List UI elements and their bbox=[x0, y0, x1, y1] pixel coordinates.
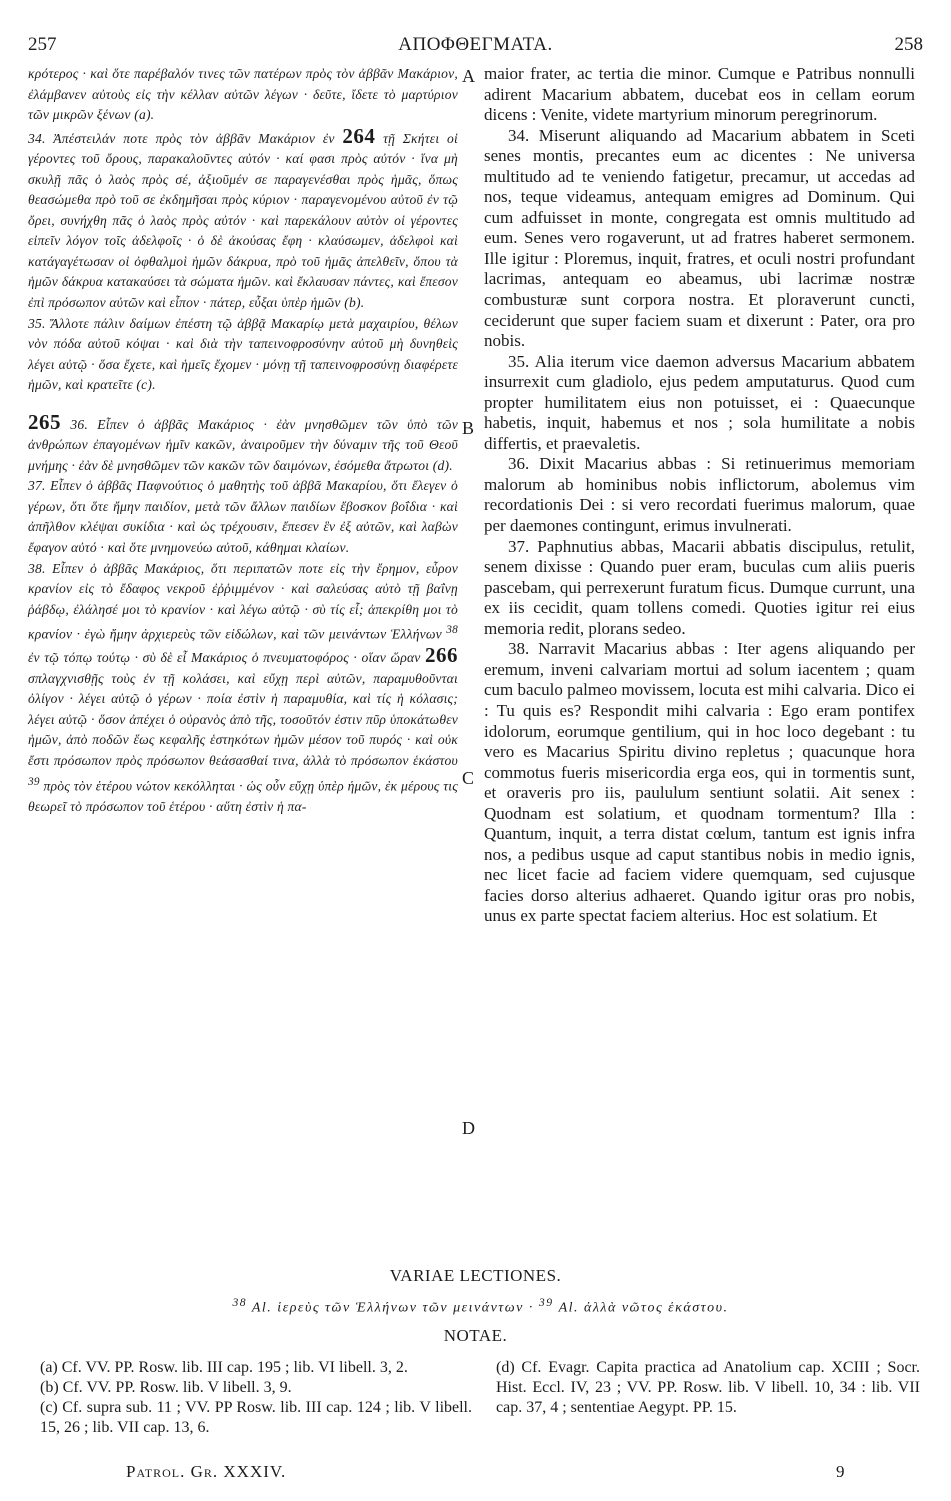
margin-letter-b: B bbox=[462, 418, 475, 438]
running-header bbox=[28, 34, 923, 58]
note-c: (c) Cf. supra sub. 11 ; VV. PP Rosw. lib. III cap. 124 ; lib. V libell. 15, 26 ; lib. VII cap. 13, 6. bbox=[40, 1399, 472, 1436]
greek-36-text: 36. Εἶπεν ὁ ἀββᾶς Μακάριος · ἐὰν μνησθῶμεν τῶν ὑπὸ τῶν ἀνθρώπων ἐπαγομένων ἡμῖν κακῶν, ἀναιροῦμεν τὴν δύναμιν τῆς τοῦ Θεοῦ μνήμης · ἐὰν δὲ μνησθῶμεν τῶν κακῶν τῶν δαιμόνων, ἐσόμεθα ἄτρωτοι (d). bbox=[28, 416, 458, 473]
greek-38-d: πρὸς τὸν ἑτέρου νώτον κεκόλληται · ὡς οὖν εὔχῃ ὑπὲρ ἡμῶν, ἐκ μέρους τις θεωρεῖ τὸ πρόσωπον τοῦ ἑτέρου · αὕτη ἐστὶν ἡ πα- bbox=[28, 778, 458, 814]
column-number-266: 266 bbox=[425, 643, 458, 668]
notes-left bbox=[40, 1358, 472, 1438]
note-d: (d) Cf. Evagr. Capita practica ad Anatolium cap. XCIII ; Socr. Hist. Eccl. IV, 23 ; VV. PP. Rosw. lib. V libell. 10, 34 : lib. VII cap. 37, 4 ; sententiae Aegypt. PP. 15. bbox=[496, 1359, 920, 1416]
margin-letter-d: D bbox=[462, 1118, 475, 1138]
variant-text-39: Al. ἀλλὰ νῶτος ἑκάστου. bbox=[558, 1300, 729, 1316]
greek-38-c: σπλαγχνισθῇς τοὺς ἐν τῇ κολάσει, καὶ εὔχῃ περὶ αὐτῶν, παραμυθοῦνται ὀλίγον · λέγει αὐτῷ ὁ γέρων · ποία ἐστὶν ἡ παραμυθία, καὶ τίς ἡ κόλασις; λέγει αὐτῷ · ὅσον ἀπέχει ὁ οὐρανὸς ἀπὸ τῆς, τοσοῦτόν ἐστιν πῦρ ὑποκάτωθεν ἡμῶν, ἀπὸ ποδῶν ἕως κεφαλῆς ἑστηκότων ἡμῶν μέσον τοῦ πυρός · καὶ οὐκ ἔστι πρόσωπον πρὸς πρόσωπον θεάσασθαί τινα, ἀλλὰ τὸ πρόσωπον ἑκάστου bbox=[28, 670, 458, 769]
variae-lectiones bbox=[40, 1296, 921, 1317]
note-a: (a) Cf. VV. PP. Rosw. lib. III cap. 195 ; lib. VI libell. 3, 2. bbox=[40, 1359, 408, 1376]
greek-paragraph-intro: κρότερος · καὶ ὅτε παρέβαλόν τινες τῶν πατέρων πρὸς τὸν ἀββᾶν Μακάριον, ἐλάμβανεν αὐτοὺς εἰς τὴν κέλλαν αὐτῶν λέγων · δεῦτε, ἴδετε τὸ μαρτύριον τῶν μικρῶν ξένων (a). bbox=[28, 66, 458, 123]
latin-paragraph-38: 38. Narravit Macarius abbas : Iter agens aliquando per eremum, inveni calvariam mortui ad solum iacentem ; quam cum baculo palmeo movissem, locuta est mihi calvaria. Dico ei : Tu quis es? Respondit mihi calvaria : Ego eram pontifex idolorum, eorumque gentilium, qui in hoc loco degebant : tu vero es Macarius Spiritu divino repletus ; quacunque hora commotus fueris misericordia erga eos, qui in tormentis sunt, et oraveris pro iis, paululum sentiunt solatii. Ait senex : Quodnam est solatium, et quodnam tormentum? Illa : Quantum, inquit, a terra distat cœlum, tantum est ignis infra nos, a pedibus usque ad caput stantibus nobis in medio ignis, nec licet facie ad faciem videre quemquam, sed cujusque facies dorso alterius adhaeret. Quando igitur oras pro nobis, unus ex parte spectat faciem alterius. Hoc est solatium. Et bbox=[484, 639, 916, 926]
variae-heading: VARIAE LECTIONES. bbox=[389, 1266, 562, 1285]
greek-paragraph-38 bbox=[28, 559, 458, 818]
page-number-left: 257 bbox=[28, 34, 57, 55]
greek-34-start: 34. Ἀπέστειλάν ποτε πρὸς τὸν ἀββᾶν Μακάριον ἐν bbox=[28, 130, 335, 146]
latin-paragraph-intro: maior frater, ac tertia die minor. Cumque e Patribus nonnulli adirent Macarium abbatem, ducebat eos in cellam eorum dicens : Venite, videte martyrium minorum peregrinorum. bbox=[484, 64, 915, 125]
column-number-265: 265 bbox=[28, 409, 61, 434]
latin-paragraph-36: 36. Dixit Macarius abbas : Si retinuerimus memoriam malorum ab hominibus nobis inflictorum, abolemus vim recordationis Dei : si vero recordati fuerimus malorum, quae per daemones contingunt, erimus invulnerati. bbox=[484, 454, 915, 536]
variant-number-39: 39 bbox=[538, 1296, 554, 1309]
spacer bbox=[28, 396, 458, 412]
footnote-ref-39[interactable]: 39 bbox=[28, 775, 40, 788]
margin-letter-a: A bbox=[462, 66, 475, 86]
greek-paragraph-37: 37. Εἶπεν ὁ ἀββᾶς Παφνούτιος ὁ μαθητὴς τοῦ ἀββᾶ Μακαρίου, ὅτι ἔλεγεν ὁ γέρων, ὅτι ὅτε ἤμην παιδίον, μετὰ τῶν ἄλλων παιδίων ἔβοσκον βοΐδια · καὶ ἀπῆλθον κλέψαι συκίδια · καὶ ὡς τρέχουσιν, ἔπεσεν ἓν ἐξ αὐτῶν, καὶ λαβὼν ἔφαγον αὐτό · καὶ ὅτε μνημονεύω αὐτοῦ, κάθημαι κλαίων. bbox=[28, 478, 458, 556]
latin-paragraph-37: 37. Paphnutius abbas, Macarii abbatis discipulus, retulit, senem dixisse : Quando puer eram, buculas cum aliis pueris pascebam, qui perrexerunt furatum ficus. Dumque currunt, una ex iis cecidit, quam tollens comedi. Quoties igitur rei eius memoria redit, plorans sedeo. bbox=[484, 536, 915, 638]
greek-38-a: 38. Εἶπεν ὁ ἀββᾶς Μακάριος, ὅτι περιπατῶν ποτε εἰς τὴν ἔρημον, εὗρον κρανίον εἰς τὸ ἔδαφος νεκροῦ ἐῤῥιμμένον · καὶ σαλεύσας αὐτὸ τῇ βαΐνῃ ῥάβδῳ, ἐλάλησέ μοι τὸ κρανίον · καὶ λέγω αὐτῷ · σὺ τίς εἶ; ἀπεκρίθη μοι τὸ κρανίον · ἐγὼ ἤμην ἀρχιερεὺς τῶν εἰδώλων, καὶ τῶν μεινάντων Ἑλλήνων bbox=[28, 560, 458, 642]
variant-text-38: Al. ἱερεὺς τῶν Ἑλλήνων τῶν μεινάντων · bbox=[251, 1300, 534, 1316]
footer-volume: Patrol. Gr. XXXIV. bbox=[126, 1462, 287, 1481]
greek-column bbox=[28, 64, 458, 817]
greek-38-b: ἐν τῷ τόπῳ τούτῳ · σὺ δὲ εἶ Μακάριος ὁ πνευματοφόρος · οἵαν ὥραν bbox=[28, 650, 421, 666]
greek-34-rest: τῇ Σκήτει οἱ γέροντες τοῦ ὄρους, παρακαλοῦντες αὐτόν · καί φασι πρὸς αὐτόν · ἵνα μὴ σκυλῇ πᾶς ὁ λαὸς πρὸς σέ, ἀξιοῦμέν σε παραγενέσθαι πρὸς ἡμᾶς, ὅπως θεασώμεθα πρὸ τοῦ σε ἐκδημῆσαι πρὸς κύριον · παραγενομένου αὐτοῦ ἐν τῷ ὄρει, συνήχθη πᾶς ὁ λαὸς πρὸς αὐτόν · καὶ παρεκάλουν αὐτὸν οἱ γέροντες εἰπεῖν λόγον τοῖς ἀδελφοῖς · ὁ δὲ ἀκούσας ἔφη · κλαύσωμεν, ἀδελφοὶ καὶ κατάγαγέτωσαν οἱ ὀφθαλμοὶ ἡμῶν δάκρυα, πρὸ τοῦ ἡμᾶς ἀπελθεῖν, ὅπου τὰ ἡμῶν δάκρυα κατακαύσει τὰ σώματα ἡμῶν. καὶ ἔκλαυσαν πάντες, καὶ ἔπεσον ἐπὶ πρόσωπον αὐτῶν καὶ εἶπον · πάτερ, εὖξαι ὑπὲρ ἡμῶν (b). bbox=[28, 130, 459, 311]
greek-paragraph-35: 35. Ἄλλοτε πάλιν δαίμων ἐπέστη τῷ ἀββᾷ Μακαρίῳ μετὰ μαχαιρίου, θέλων νὸν πόδα αὐτοῦ κόψαι · καὶ διὰ τὴν ταπεινοφροσύνην αὐτοῦ μὴ δυνηθεὶς λέγει αὐτῷ · ὅσα ἔχετε, καὶ ἡμεῖς ἔχομεν · μόνῃ τῇ ταπεινοφροσύνῃ διαφέρετε ἡμῶν, καὶ κρατεῖτε (c). bbox=[28, 315, 458, 393]
latin-paragraph-35: 35. Alia iterum vice daemon adversus Macarium abbatem insurrexit cum gladiolo, ejus pedem amputaturus. Quod cum propter humilitatem eius non potuisset, ei : Quaecunque habetis, inquit, habemus et nos ; sola humilitate a nobis differtis, et praevaletis. bbox=[484, 351, 915, 453]
notes-right bbox=[496, 1358, 920, 1418]
note-b: (b) Cf. VV. PP. Rosw. lib. V libell. 3, 9. bbox=[40, 1379, 292, 1396]
notae-heading: NOTAE. bbox=[443, 1326, 508, 1345]
greek-paragraph-34 bbox=[28, 123, 459, 314]
running-title: ΑΠΟΦΘΕΓΜΑΤΑ. bbox=[398, 34, 553, 55]
margin-letter-c: C bbox=[462, 768, 475, 788]
footnote-ref-38[interactable]: 38 bbox=[446, 624, 458, 637]
greek-paragraph-36 bbox=[28, 409, 458, 477]
latin-column bbox=[484, 64, 915, 927]
page-number-right: 258 bbox=[894, 34, 923, 55]
variant-number-38: 38 bbox=[232, 1296, 248, 1309]
latin-paragraph-34: 34. Miserunt aliquando ad Macarium abbatem in Sceti senes montis, precantes eum ac dicentes : Ne universa multitudo ad te veniendo fatigetur, precamur, ut accedas ad nos, teque videamus, antequam emigres ad Dominum. Qui cum adfuisset in monte, congregata est omnis multitudo ad eum. Senes vero rogaverunt, ut ad fratres haberet sermonem. Ille igitur : Ploremus, inquit, fratres, et oculi nostri profundant lacrimas, antequam eo abeamus, ubi lacrimæ nostræ combusturæ sunt corpora nostra. Et ploraverunt cuncti, ceciderunt que super faciem suam et dixerunt : Pater, ora pro nobis. bbox=[484, 125, 915, 351]
footer-signature: 9 bbox=[836, 1462, 845, 1481]
column-number-264: 264 bbox=[342, 123, 376, 148]
